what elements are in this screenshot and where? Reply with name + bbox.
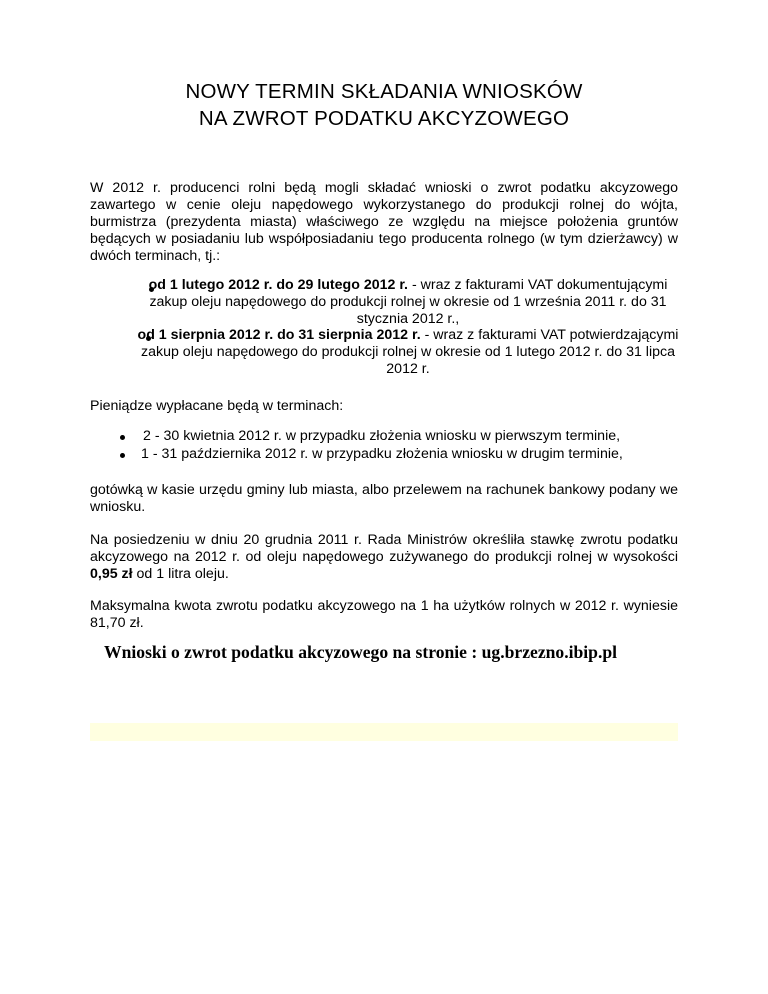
page-title-line-2: NA ZWROT PODATKU AKCYZOWEGO xyxy=(198,107,570,130)
refund-rate: 0,95 zł xyxy=(90,566,133,582)
council-paragraph xyxy=(90,532,678,583)
page-title-line-1: NOWY TERMIN SKŁADANIA WNIOSKÓW xyxy=(185,80,583,103)
deadline-1-details: - wraz z fakturami VAT dokumentującymi zakup oleju napędowego do produkcji rolnej w okresie od 1 września 2011 r. do 31 stycznia 2012 r., xyxy=(149,277,668,327)
deadline-item-2 xyxy=(128,327,688,378)
deadline-2-dates: od 1 sierpnia 2012 r. do 31 sierpnia 2012 r. xyxy=(137,327,421,343)
council-text: Na posiedzeniu w dniu 20 grudnia 2011 r. Rada Ministrów określiła stawkę zwrotu podatku akcyzowego na 2012 r. od oleju napędowego zużywanego do produkcji rolnej w wysokości xyxy=(90,532,678,565)
bullet-icon xyxy=(120,453,125,458)
deadline-2-details: - wraz z fakturami VAT potwierdzającymi zakup oleju napędowego do produkcji rolnej w okresie od 1 lutego 2012 r. do 31 lipca 2012 r. xyxy=(141,327,679,377)
max-amount-paragraph: Maksymalna kwota zwrotu podatku akcyzowego na 1 ha użytków rolnych w 2012 r. wyniesie 81,70 zł. xyxy=(90,598,678,631)
payment-term-2: 1 - 31 października 2012 r. w przypadku złożenia wniosku w drugim terminie, xyxy=(141,446,623,462)
council-text-end: od 1 litra oleju. xyxy=(132,566,229,582)
deadline-1-dates: od 1 lutego 2012 r. do 29 lutego 2012 r. xyxy=(148,277,408,293)
cash-note-paragraph: gotówką w kasie urzędu gminy lub miasta, albo przelewem na rachunek bankowy podany we wniosku. xyxy=(90,482,678,515)
deadline-item-1 xyxy=(128,277,688,328)
payment-lead: Pieniądze wypłacane będą w terminach: xyxy=(90,398,344,414)
payment-term-1: 2 - 30 kwietnia 2012 r. w przypadku złożenia wniosku w pierwszym terminie, xyxy=(143,428,621,444)
bullet-icon xyxy=(120,435,125,440)
highlight-band xyxy=(90,723,678,741)
intro-paragraph: W 2012 r. producenci rolni będą mogli składać wnioski o zwrot podatku akcyzowego zawartego w cenie oleju napędowego wykorzystanego do produkcji rolnej do wójta, burmistrza (prezydenta miasta) właściwego ze względu na miejsce położenia gruntów będących w posiadaniu lub współposiadaniu tego producenta rolnego (w tym dzierżawcy) w dwóch terminach, tj.: xyxy=(90,180,678,264)
forms-link[interactable]: Wnioski o zwrot podatku akcyzowego na stronie : ug.brzezno.ibip.pl xyxy=(104,642,618,662)
